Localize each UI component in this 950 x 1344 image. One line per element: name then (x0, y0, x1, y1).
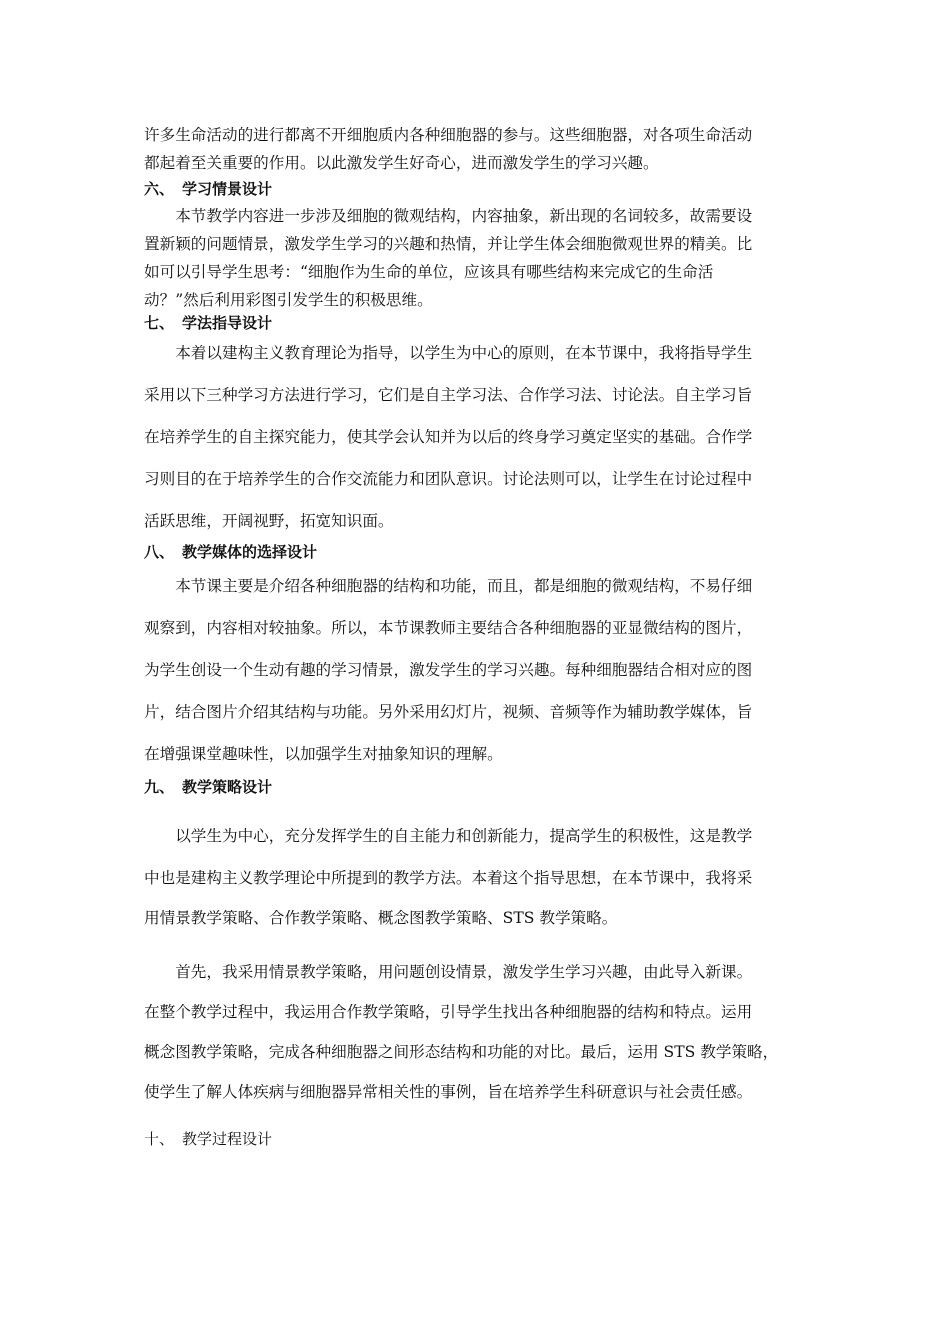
paragraph-line: 观察到，内容相对较抽象。所以，本节课教师主要结合各种细胞器的亚显微结构的图片， (144, 619, 753, 637)
paragraph-line: 置新颖的问题情景，激发学生学习的兴趣和热情，并让学生体会细胞微观世界的精美。比 (144, 235, 753, 253)
section-heading (144, 541, 317, 563)
paragraph-line: 概念图教学策略，完成各种细胞器之间形态结构和功能的对比。最后，运用 STS 教学策略， (144, 1043, 779, 1061)
section-title: 教学过程设计 (182, 1130, 273, 1148)
intro-line: 许多生命活动的进行都离不开细胞质内各种细胞器的参与。这些细胞器，对各项生命活动 (144, 126, 753, 144)
paragraph-line: 采用以下三种学习方法进行学习，它们是自主学习法、合作学习法、讨论法。自主学习旨 (144, 386, 753, 404)
paragraph-line: 活跃思维，开阔视野，拓宽知识面。 (144, 512, 394, 530)
paragraph-line: 首先，我采用情景教学策略，用问题创设情景，激发学生学习兴趣，由此导入新课。 (144, 963, 753, 981)
section-title: 教学媒体的选择设计 (182, 543, 318, 561)
paragraph-line: 如可以引导学生思考：“细胞作为生命的单位，应该具有哪些结构来完成它的生命活 (144, 263, 714, 281)
section-heading (144, 312, 272, 334)
intro-line: 都起着至关重要的作用。以此激发学生好奇心，进而激发学生的学习兴趣。 (144, 154, 659, 172)
paragraph-line: 动？”然后利用彩图引发学生的积极思维。 (144, 291, 433, 309)
paragraph-line: 本节课主要是介绍各种细胞器的结构和功能，而且，都是细胞的微观结构，不易仔细 (144, 577, 753, 595)
paragraph-line: 本着以建构主义教育理论为指导，以学生为中心的原则，在本节课中，我将指导学生 (144, 344, 753, 362)
paragraph-line: 使学生了解人体疾病与细胞器异常相关性的事例，旨在培养学生科研意识与社会责任感。 (144, 1083, 753, 1101)
paragraph-line: 中也是建构主义教学理论中所提到的教学方法。本着这个指导思想，在本节课中，我将采 (144, 869, 753, 887)
section-heading (144, 178, 272, 200)
section-number: 六、 (144, 180, 175, 198)
paragraph-line: 为学生创设一个生动有趣的学习情景，激发学生的学习兴趣。每种细胞器结合相对应的图 (144, 661, 753, 679)
paragraph-line: 习则目的在于培养学生的合作交流能力和团队意识。讨论法则可以，让学生在讨论过程中 (144, 470, 753, 488)
paragraph-line: 在整个教学过程中，我运用合作教学策略，引导学生找出各种细胞器的结构和特点。运用 (144, 1003, 753, 1021)
paragraph-line: 本节教学内容进一步涉及细胞的微观结构，内容抽象，新出现的名词较多，故需要设 (144, 207, 753, 225)
section-title: 教学策略设计 (182, 778, 273, 796)
section-heading (144, 1128, 272, 1150)
section-number: 七、 (144, 314, 175, 332)
section-number: 九、 (144, 778, 175, 796)
section-number: 十、 (144, 1130, 175, 1148)
paragraph-line: 在增强课堂趣味性，以加强学生对抽象知识的理解。 (144, 745, 503, 763)
section-title: 学法指导设计 (182, 314, 273, 332)
paragraph-line: 用情景教学策略、合作教学策略、概念图教学策略、STS 教学策略。 (144, 909, 618, 927)
paragraph-line: 以学生为中心，充分发挥学生的自主能力和创新能力，提高学生的积极性，这是教学 (144, 827, 753, 845)
section-heading (144, 776, 272, 798)
section-number: 八、 (144, 543, 175, 561)
paragraph-line: 在培养学生的自主探究能力，使其学会认知并为以后的终身学习奠定坚实的基础。合作学 (144, 428, 753, 446)
paragraph-line: 片，结合图片介绍其结构与功能。另外采用幻灯片，视频、音频等作为辅助教学媒体，旨 (144, 703, 753, 721)
section-title: 学习情景设计 (182, 180, 273, 198)
